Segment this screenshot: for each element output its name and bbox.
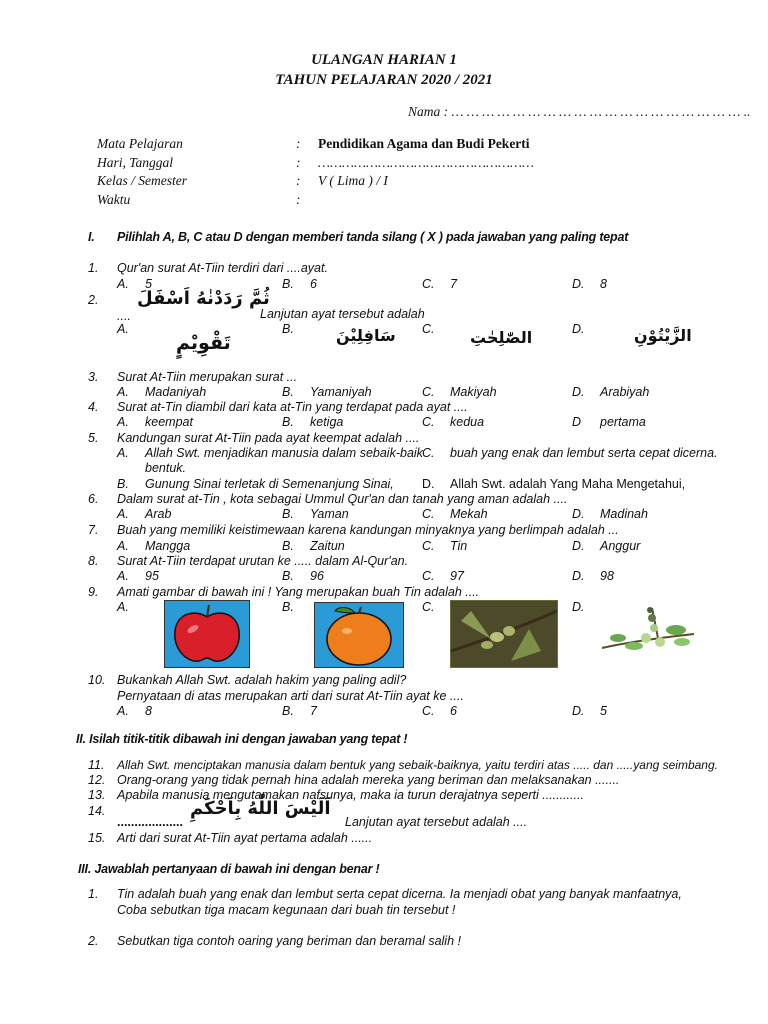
q10-option-d[interactable]: 5 [600,704,607,718]
q1-option-c-label[interactable]: C. [422,277,435,291]
q14-arabic-verse: اَلَيْسَ اللّٰهُ بِاَحْكَمِ [190,798,331,819]
q8-option-d-label[interactable]: D. [572,569,585,583]
value-hari-tanggal[interactable]: ……………………………………………… [318,155,535,170]
section-2-instruction: II. Isilah titik-titik dibawah ini dengan jawaban yang tepat ! [76,732,408,746]
title-line-1: ULANGAN HARIAN 1 [311,52,457,68]
q10-option-c[interactable]: 6 [450,704,457,718]
q3-option-b-label[interactable]: B. [282,385,294,399]
q4-text: Surat at-Tin diambil dari kata at-Tin yang terdapat pada ayat .... [117,400,468,414]
q9-option-c-label[interactable]: C. [422,600,435,614]
q5-option-a-label[interactable]: A. [117,446,129,460]
q5-option-a[interactable]: Allah Swt. menjadikan manusia dalam sebaik-baik [145,446,423,460]
section-1-instruction: Pilihlah A, B, C atau D dengan memberi tanda silang ( X ) pada jawaban yang paling tepat [117,230,629,244]
q15-text: Arti dari surat At-Tiin ayat pertama adalah ...... [117,831,373,845]
q8-option-b-label[interactable]: B. [282,569,294,583]
q2-option-a-label[interactable]: A. [117,322,129,336]
q6-option-a-label[interactable]: A. [117,507,129,521]
q3-option-d-label[interactable]: D. [572,385,585,399]
q7-text: Buah yang memiliki keistimewaan karena kandungan minyaknya yang berlimpah adalah ... [117,523,619,537]
q5-option-c[interactable]: buah yang enak dan lembut serta cepat dicerna. [450,446,718,460]
q1-option-d-label[interactable]: D. [572,277,585,291]
q1-option-b-label[interactable]: B. [282,277,294,291]
q11-number: 11. [88,758,105,772]
section-1-number: I. [88,230,95,244]
q2-text: Lanjutan ayat tersebut adalah [260,307,425,321]
q11-text: Allah Swt. menciptakan manusia dalam bentuk yang sebaik-baiknya, yaitu terdiri atas ..... dan .....yang seimbang. [117,758,718,772]
q7-option-c[interactable]: Tin [450,539,468,553]
q1-option-d[interactable]: 8 [600,277,607,291]
q10-option-d-label[interactable]: D. [572,704,585,718]
q2-number: 2. [88,293,99,307]
q9-number: 9. [88,585,99,599]
q3-option-d[interactable]: Arabiyah [600,385,650,399]
q7-option-d-label[interactable]: D. [572,539,585,553]
q1-option-a-label[interactable]: A. [117,277,129,291]
q9-text: Amati gambar di bawah ini ! Yang merupakan buah Tin adalah .... [117,585,480,599]
colon: : [296,173,301,188]
q2-option-b-arabic[interactable]: سَافِلِيْنَ [336,326,396,345]
label-hari-tanggal: Hari, Tanggal [97,155,174,170]
section-3-instruction: III. Jawablah pertanyaan di bawah ini dengan benar ! [78,862,380,876]
label-mata-pelajaran: Mata Pelajaran [97,136,183,151]
orange-image[interactable] [314,602,404,668]
q10-option-a[interactable]: 8 [145,704,152,718]
q6-option-c-label[interactable]: C. [422,507,435,521]
q6-option-b[interactable]: Yaman [310,507,349,521]
q2-option-a-arabic[interactable]: تَقْوِيْمٍ [176,332,231,354]
q8-text: Surat At-Tiin terdapat urutan ke ..... dalam Al-Qur'an. [117,554,409,568]
q15-number: 15. [88,831,106,845]
q3-text: Surat At-Tiin merupakan surat ... [117,370,298,384]
q13-text: Apabila manusia mengutamakan nafsunya, maka ia turun derajatnya seperti ............ [117,788,584,802]
q6-option-c[interactable]: Mekah [450,507,488,521]
q7-number: 7. [88,523,99,537]
q7-option-a-label[interactable]: A. [117,539,129,553]
q9-option-d-label[interactable]: D. [572,600,585,614]
q4-option-a-label[interactable]: A. [117,415,129,429]
q8-number: 8. [88,554,99,568]
q3-option-a[interactable]: Madaniyah [145,385,207,399]
q2-option-d-label[interactable]: D. [572,322,585,336]
title-line-2: TAHUN PELAJARAN 2020 / 2021 [275,72,493,88]
olive-branch-image[interactable] [450,600,558,668]
q3-option-c-label[interactable]: C. [422,385,435,399]
q5-text: Kandungan surat At-Tiin pada ayat keempat adalah .... [117,431,420,445]
q10-text-2: Pernyataan di atas merupakan arti dari surat At-Tiin ayat ke .... [117,689,464,703]
q14-number: 14. [88,804,106,818]
q1-option-b[interactable]: 6 [310,277,317,291]
q6-option-b-label[interactable]: B. [282,507,294,521]
q4-option-c[interactable]: kedua [450,415,485,429]
q3-option-b[interactable]: Yamaniyah [310,385,372,399]
q10-text: Bukankah Allah Swt. adalah hakim yang paling adil? [117,673,407,687]
q6-option-d[interactable]: Madinah [600,507,648,521]
q8-option-d[interactable]: 98 [600,569,614,583]
essay-1-text: Tin adalah buah yang enak dan lembut serta cepat dicerna. Ia menjadi obat yang banyak manfaatnya, [117,887,682,901]
q5-option-c-label[interactable]: C. [422,446,435,460]
q6-option-d-label[interactable]: D. [572,507,585,521]
q1-option-a[interactable]: 5 [145,277,152,291]
value-mata-pelajaran: Pendidikan Agama dan Budi Pekerti [318,136,530,151]
q10-option-a-label[interactable]: A. [117,704,129,718]
q12-text: Orang-orang yang tidak pernah hina adalah mereka yang beriman dan melaksanakan ....... [117,773,620,787]
q10-number: 10. [88,673,106,687]
q5-number: 5. [88,431,99,445]
q8-option-a-label[interactable]: A. [117,569,129,583]
q4-option-d-label[interactable]: D [572,415,582,429]
q6-option-a[interactable]: Arab [145,507,172,521]
essay-1-text-2: Coba sebutkan tiga macam kegunaan dari buah tin tersebut ! [117,903,456,917]
q5-option-d[interactable]: Allah Swt. adalah Yang Maha Mengetahui, [450,477,686,491]
q10-option-b-label[interactable]: B. [282,704,294,718]
apple-image[interactable] [164,600,250,668]
q4-option-b-label[interactable]: B. [282,415,294,429]
q8-option-c[interactable]: 97 [450,569,464,583]
q2-option-d-arabic[interactable]: الزَّيْتُوْنِ [634,326,692,345]
q4-option-b[interactable]: ketiga [310,415,344,429]
q9-option-a-label[interactable]: A. [117,600,129,614]
q6-text: Dalam surat at-Tin , kota sebagai Ummul Qur'an dan tanah yang aman adalah .... [117,492,568,506]
q12-number: 12. [88,773,106,787]
q4-option-c-label[interactable]: C. [422,415,435,429]
q5-option-d-label[interactable]: D. [422,477,435,491]
label-waktu: Waktu [97,192,131,207]
colon: : [296,192,301,207]
q14-dots: ................... [117,815,183,829]
q14-text: Lanjutan ayat tersebut adalah .... [345,815,528,829]
q1-text: Qur'an surat At-Tiin terdiri dari ....ayat. [117,261,328,275]
q10-option-c-label[interactable]: C. [422,704,435,718]
colon: : [296,136,301,151]
q13-number: 13. [88,788,106,802]
colon: : [296,155,301,170]
value-kelas-semester: V ( Lima ) / I [318,173,388,188]
q5-option-a-cont[interactable]: bentuk. [145,461,187,475]
q3-option-c[interactable]: Makiyah [450,385,497,399]
q4-option-d[interactable]: pertama [600,415,646,429]
q7-option-c-label[interactable]: C. [422,539,435,553]
q9-option-b-label[interactable]: B. [282,600,294,614]
q2-option-c-arabic[interactable]: الصّٰلِحٰتِ [470,328,533,347]
fig-branch-image[interactable] [598,598,696,664]
q8-option-a[interactable]: 95 [145,569,159,583]
q4-number: 4. [88,400,99,414]
label-kelas-semester: Kelas / Semester [97,173,187,188]
nama-field[interactable]: Nama : … … … … … … … … … … … … … … … … … … … .. [408,104,751,119]
q5-option-b-label[interactable]: B. [117,477,129,491]
q2-option-c-label[interactable]: C. [422,322,435,336]
q7-option-b-label[interactable]: B. [282,539,294,553]
q2-option-b-label[interactable]: B. [282,322,294,336]
essay-2-text: Sebutkan tiga contoh oaring yang beriman dan beramal salih ! [117,934,461,948]
essay-2-number: 2. [88,934,99,948]
q2-dots: .... [117,309,131,323]
q7-option-d[interactable]: Anggur [600,539,641,553]
q3-number: 3. [88,370,99,384]
q2-arabic-verse: ثُمَّ رَدَدْنٰهُ اَسْفَلَ [137,288,270,309]
q7-option-b[interactable]: Zaitun [310,539,345,553]
q10-option-b[interactable]: 7 [310,704,317,718]
q1-option-c[interactable]: 7 [450,277,457,291]
q8-option-b[interactable]: 96 [310,569,324,583]
q5-option-b[interactable]: Gunung Sinai terletak di Semenanjung Sinai, [145,477,394,491]
q8-option-c-label[interactable]: C. [422,569,435,583]
q7-option-a[interactable]: Mangga [145,539,191,553]
q4-option-a[interactable]: keempat [145,415,193,429]
essay-1-number: 1. [88,887,99,901]
q3-option-a-label[interactable]: A. [117,385,129,399]
q6-number: 6. [88,492,99,506]
q1-number: 1. [88,261,99,275]
